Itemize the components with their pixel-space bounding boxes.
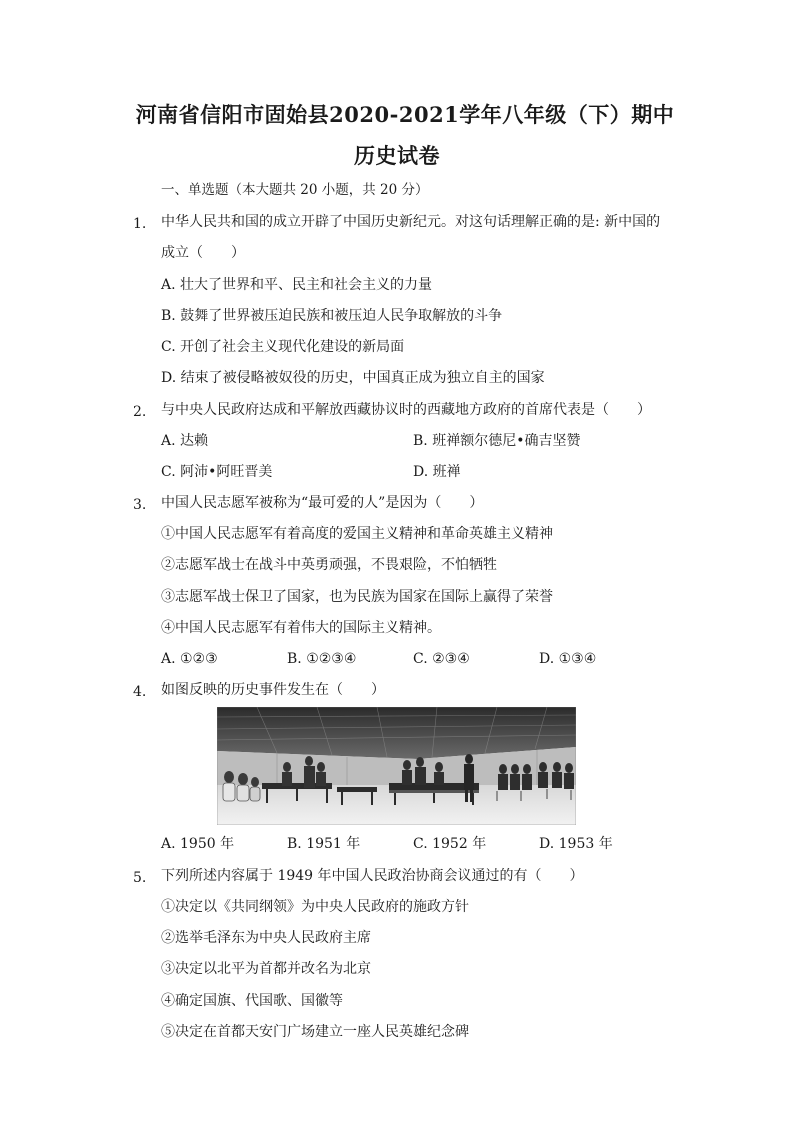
question-5-statement-1: ①决定以《共同纲领》为中央人民政府的施政方针 [161,899,469,915]
question-4-option-c: C. 1952 年 [413,836,487,852]
question-1-option-c: C. 开创了社会主义现代化建设的新局面 [161,339,405,355]
question-3-option-d: D. ①③④ [539,651,597,667]
exam-title-line-2: 历史试卷 [354,143,440,168]
question-3-number: 3. [133,497,147,513]
question-5-statement-3: ③决定以北平为首都并改名为北京 [161,961,371,977]
question-4-option-b: B. 1951 年 [287,836,361,852]
question-2-option-c: C. 阿沛•阿旺晋美 [161,464,273,480]
question-5-statement-4: ④确定国旗、代国歌、国徽等 [161,993,343,1009]
question-2-option-a: A. 达赖 [161,433,209,449]
question-2-option-d: D. 班禅 [413,464,461,480]
exam-title-line-1: 河南省信阳市固始县2020-2021学年八年级（下）期中 [135,102,675,127]
question-5-stem: 下列所述内容属于 1949 年中国人民政治协商会议通过的有（ ） [161,868,584,884]
question-3-statement-3: ③志愿军战士保卫了国家，也为民族为国家在国际上赢得了荣誉 [161,589,553,605]
section-heading: 一、单选题（本大题共 20 小题，共 20 分） [161,182,429,198]
question-5-statement-2: ②选举毛泽东为中央人民政府主席 [161,930,371,946]
question-3-option-b: B. ①②③④ [287,651,357,667]
question-3-option-c: C. ②③④ [413,651,470,667]
question-2-option-b: B. 班禅额尔德尼•确吉坚赞 [413,433,581,449]
question-3-statement-4: ④中国人民志愿军有着伟大的国际主义精神。 [161,620,441,636]
question-3-option-a: A. ①②③ [161,651,218,667]
question-4-option-a: A. 1950 年 [161,836,235,852]
historical-signing-photo [217,707,576,825]
question-3-stem: 中国人民志愿军被称为“最可爱的人”是因为（ ） [161,495,484,511]
question-2-number: 2. [133,404,147,420]
question-1-stem-line-1: 中华人民共和国的成立开辟了中国历史新纪元。对这句话理解正确的是: 新中国的 [161,214,661,230]
question-1-option-d: D. 结束了被侵略被奴役的历史，中国真正成为独立自主的国家 [161,370,545,386]
question-1-stem-line-2: 成立（ ） [161,245,245,261]
question-1-number: 1. [133,216,147,232]
question-2-stem: 与中央人民政府达成和平解放西藏协议时的西藏地方政府的首席代表是（ ） [161,402,651,418]
question-1-option-a: A. 壮大了世界和平、民主和社会主义的力量 [161,277,433,293]
question-4-number: 4. [133,684,147,700]
question-4-stem: 如图反映的历史事件发生在（ ） [161,682,385,698]
question-1-option-b: B. 鼓舞了世界被压迫民族和被压迫人民争取解放的斗争 [161,308,503,324]
question-3-statement-1: ①中国人民志愿军有着高度的爱国主义精神和革命英雄主义精神 [161,526,553,542]
question-5-statement-5: ⑤决定在首都天安门广场建立一座人民英雄纪念碑 [161,1024,469,1040]
question-4-option-d: D. 1953 年 [539,836,613,852]
question-5-number: 5. [133,870,147,886]
question-3-statement-2: ②志愿军战士在战斗中英勇顽强，不畏艰险，不怕牺牲 [161,557,497,573]
